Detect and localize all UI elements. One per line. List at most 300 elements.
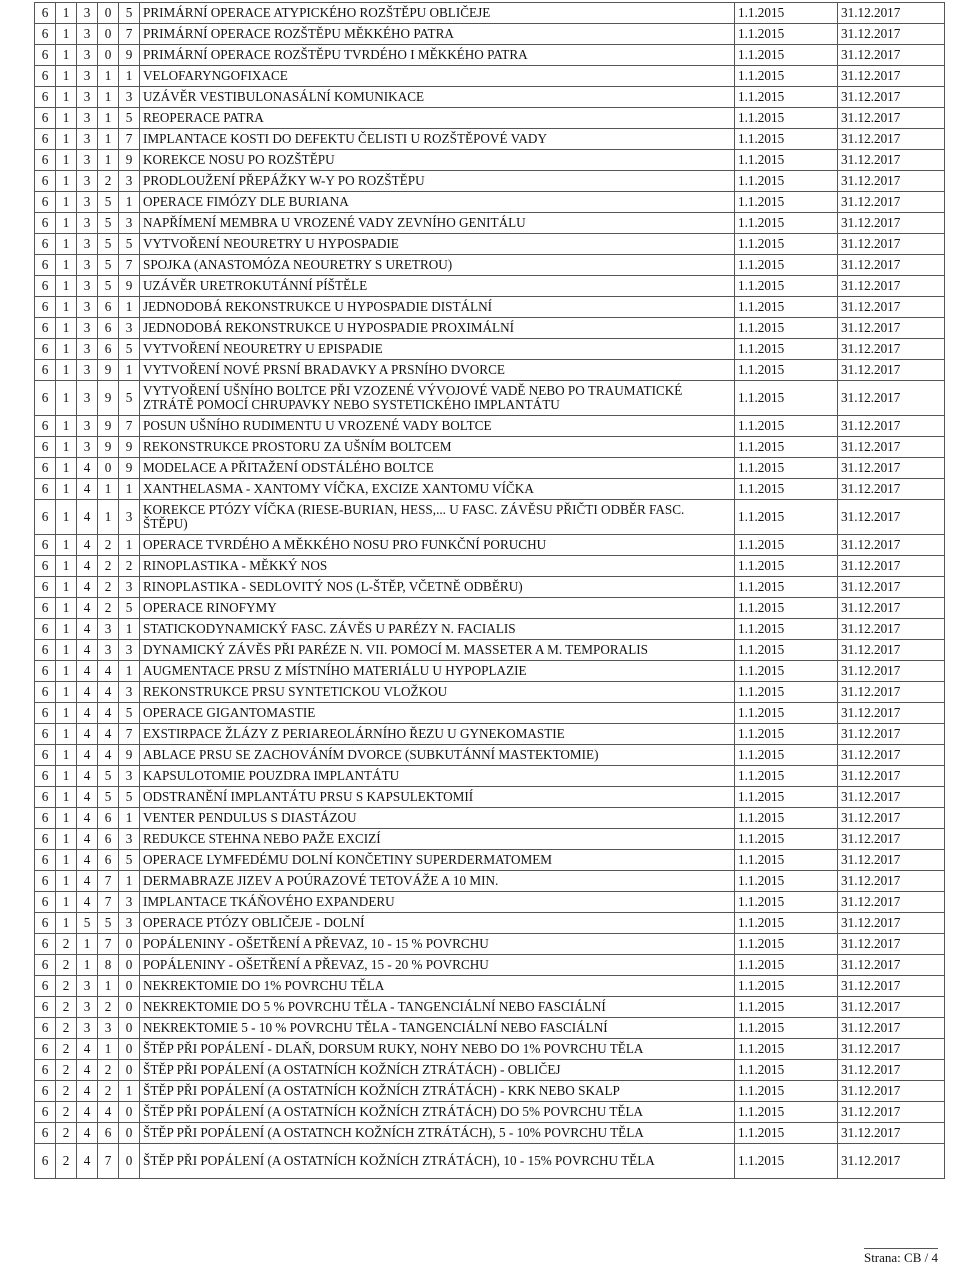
table-row (35, 640, 945, 661)
description-cell: VENTER PENDULUS S DIASTÁZOU (140, 808, 735, 829)
valid-to-cell: 31.12.2017 (838, 108, 945, 129)
description-cell: REOPERACE PATRA (140, 108, 735, 129)
code-digit: 6 (35, 661, 56, 682)
valid-from-cell: 1.1.2015 (735, 934, 838, 955)
code-digit: 4 (77, 829, 98, 850)
code-digit: 4 (98, 703, 119, 724)
code-digit: 4 (98, 661, 119, 682)
code-digit: 4 (77, 556, 98, 577)
code-digit: 6 (35, 535, 56, 556)
code-digit: 6 (98, 339, 119, 360)
code-digit: 2 (56, 1102, 77, 1123)
code-digit: 7 (98, 871, 119, 892)
code-digit: 0 (119, 1123, 140, 1144)
description-cell: ŠTĚP PŘI POPÁLENÍ (A OSTATNÍCH KOŽNÍCH ZTRÁTÁCH) - KRK NEBO SKALP (140, 1081, 735, 1102)
description-cell: OPERACE LYMFEDÉMU DOLNÍ KONČETINY SUPERDERMATOMEM (140, 850, 735, 871)
code-digit: 4 (77, 682, 98, 703)
code-digit: 6 (35, 892, 56, 913)
code-digit: 3 (77, 1018, 98, 1039)
code-digit: 6 (35, 1060, 56, 1081)
code-digit: 1 (119, 192, 140, 213)
valid-from-cell: 1.1.2015 (735, 871, 838, 892)
code-digit: 9 (119, 276, 140, 297)
valid-from-cell: 1.1.2015 (735, 1102, 838, 1123)
code-digit: 0 (119, 1102, 140, 1123)
valid-from-cell: 1.1.2015 (735, 619, 838, 640)
code-digit: 0 (119, 976, 140, 997)
valid-from-cell: 1.1.2015 (735, 458, 838, 479)
code-digit: 3 (119, 829, 140, 850)
code-digit: 6 (35, 766, 56, 787)
code-digit: 1 (119, 360, 140, 381)
description-cell: STATICKODYNAMICKÝ FASC. ZÁVĚS U PARÉZY N. FACIALIS (140, 619, 735, 640)
table-row (35, 416, 945, 437)
code-digit: 6 (35, 318, 56, 339)
valid-to-cell: 31.12.2017 (838, 360, 945, 381)
table-row (35, 66, 945, 87)
valid-from-cell: 1.1.2015 (735, 1060, 838, 1081)
valid-from-cell: 1.1.2015 (735, 892, 838, 913)
code-digit: 1 (56, 192, 77, 213)
code-digit: 6 (35, 416, 56, 437)
description-cell: ŠTĚP PŘI POPÁLENÍ (A OSTATNÍCH KOŽNÍCH ZTRÁTÁCH) - OBLIČEJ (140, 1060, 735, 1081)
code-digit: 6 (35, 1102, 56, 1123)
code-digit: 6 (35, 3, 56, 24)
code-digit: 1 (56, 598, 77, 619)
description-cell: PRODLOUŽENÍ PŘEPÁŽKY W-Y PO ROZŠTĚPU (140, 171, 735, 192)
description-cell: PRIMÁRNÍ OPERACE ROZŠTĚPU MĚKKÉHO PATRA (140, 24, 735, 45)
code-digit: 0 (119, 997, 140, 1018)
description-cell: UZÁVĚR VESTIBULONASÁLNÍ KOMUNIKACE (140, 87, 735, 108)
valid-from-cell: 1.1.2015 (735, 640, 838, 661)
code-digit: 3 (77, 276, 98, 297)
code-digit: 1 (98, 66, 119, 87)
code-digit: 5 (119, 787, 140, 808)
valid-from-cell: 1.1.2015 (735, 87, 838, 108)
description-cell: ŠTĚP PŘI POPÁLENÍ (A OSTATNÍCH KOŽNÍCH ZTRÁTÁCH), 10 - 15% POVRCHU TĚLA (140, 1144, 735, 1179)
valid-to-cell: 31.12.2017 (838, 3, 945, 24)
valid-from-cell: 1.1.2015 (735, 416, 838, 437)
code-digit: 3 (77, 318, 98, 339)
code-digit: 0 (98, 45, 119, 66)
table-row (35, 1102, 945, 1123)
code-digit: 1 (56, 913, 77, 934)
table-row (35, 1039, 945, 1060)
code-digit: 1 (56, 787, 77, 808)
description-cell: JEDNODOBÁ REKONSTRUKCE U HYPOSPADIE DISTÁLNÍ (140, 297, 735, 318)
code-digit: 6 (35, 997, 56, 1018)
code-digit: 2 (56, 934, 77, 955)
description-cell: IMPLANTACE TKÁŇOVÉHO EXPANDERU (140, 892, 735, 913)
description-cell: KAPSULOTOMIE POUZDRA IMPLANTÁTU (140, 766, 735, 787)
code-digit: 6 (35, 808, 56, 829)
code-digit: 1 (56, 213, 77, 234)
code-digit: 6 (35, 556, 56, 577)
code-digit: 4 (77, 871, 98, 892)
code-digit: 3 (98, 640, 119, 661)
code-digit: 3 (119, 766, 140, 787)
code-digit: 4 (77, 766, 98, 787)
code-digit: 6 (35, 1144, 56, 1179)
table-row (35, 479, 945, 500)
valid-to-cell: 31.12.2017 (838, 619, 945, 640)
code-digit: 6 (35, 297, 56, 318)
code-digit: 1 (98, 129, 119, 150)
code-digit: 2 (98, 535, 119, 556)
code-digit: 4 (77, 661, 98, 682)
code-digit: 3 (119, 500, 140, 535)
code-digit: 3 (119, 682, 140, 703)
code-digit: 6 (98, 318, 119, 339)
code-digit: 6 (35, 437, 56, 458)
valid-from-cell: 1.1.2015 (735, 976, 838, 997)
description-cell: KOREKCE PTÓZY VÍČKA (RIESE-BURIAN, HESS,... U FASC. ZÁVĚSU PŘIČTI ODBĚR FASC. ŠTĚPU) (140, 500, 735, 535)
valid-from-cell: 1.1.2015 (735, 808, 838, 829)
valid-to-cell: 31.12.2017 (838, 1102, 945, 1123)
valid-to-cell: 31.12.2017 (838, 1081, 945, 1102)
description-cell: OPERACE PTÓZY OBLIČEJE - DOLNÍ (140, 913, 735, 934)
valid-to-cell: 31.12.2017 (838, 276, 945, 297)
code-digit: 4 (77, 535, 98, 556)
code-digit: 3 (77, 3, 98, 24)
code-digit: 5 (98, 192, 119, 213)
code-digit: 6 (98, 850, 119, 871)
table-row (35, 255, 945, 276)
valid-to-cell: 31.12.2017 (838, 339, 945, 360)
table-row (35, 276, 945, 297)
code-digit: 1 (98, 108, 119, 129)
valid-to-cell: 31.12.2017 (838, 703, 945, 724)
code-digit: 4 (77, 745, 98, 766)
code-digit: 4 (98, 1102, 119, 1123)
code-digit: 7 (98, 1144, 119, 1179)
code-digit: 6 (35, 87, 56, 108)
code-digit: 1 (56, 66, 77, 87)
code-digit: 4 (98, 682, 119, 703)
code-digit: 9 (98, 381, 119, 416)
code-digit: 6 (35, 745, 56, 766)
code-digit: 1 (56, 276, 77, 297)
table-row (35, 934, 945, 955)
code-digit: 6 (35, 577, 56, 598)
valid-to-cell: 31.12.2017 (838, 997, 945, 1018)
valid-from-cell: 1.1.2015 (735, 1081, 838, 1102)
description-cell: NAPŘÍMENÍ MEMBRA U VROZENÉ VADY ZEVNÍHO GENITÁLU (140, 213, 735, 234)
valid-from-cell: 1.1.2015 (735, 703, 838, 724)
code-digit: 4 (77, 479, 98, 500)
table-row (35, 829, 945, 850)
code-digit: 2 (98, 556, 119, 577)
description-cell: POPÁLENINY - OŠETŘENÍ A PŘEVAZ, 15 - 20 % POVRCHU (140, 955, 735, 976)
table-row (35, 129, 945, 150)
code-digit: 6 (35, 479, 56, 500)
code-digit: 1 (56, 108, 77, 129)
valid-to-cell: 31.12.2017 (838, 1123, 945, 1144)
code-digit: 3 (119, 913, 140, 934)
valid-to-cell: 31.12.2017 (838, 129, 945, 150)
code-digit: 4 (77, 1144, 98, 1179)
code-digit: 4 (77, 1081, 98, 1102)
code-digit: 1 (98, 1039, 119, 1060)
code-digit: 6 (35, 976, 56, 997)
valid-from-cell: 1.1.2015 (735, 318, 838, 339)
valid-to-cell: 31.12.2017 (838, 45, 945, 66)
valid-to-cell: 31.12.2017 (838, 458, 945, 479)
code-digit: 1 (119, 535, 140, 556)
description-cell: RINOPLASTIKA - MĚKKÝ NOS (140, 556, 735, 577)
code-digit: 1 (98, 150, 119, 171)
code-digit: 3 (98, 1018, 119, 1039)
procedure-table (34, 2, 945, 1179)
code-digit: 2 (56, 1060, 77, 1081)
code-digit: 0 (119, 1144, 140, 1179)
valid-from-cell: 1.1.2015 (735, 150, 838, 171)
valid-to-cell: 31.12.2017 (838, 297, 945, 318)
description-cell: OPERACE FIMÓZY DLE BURIANA (140, 192, 735, 213)
code-digit: 9 (98, 360, 119, 381)
code-digit: 6 (35, 360, 56, 381)
code-digit: 4 (77, 1123, 98, 1144)
table-row (35, 318, 945, 339)
valid-to-cell: 31.12.2017 (838, 850, 945, 871)
code-digit: 6 (35, 724, 56, 745)
valid-to-cell: 31.12.2017 (838, 318, 945, 339)
code-digit: 9 (119, 458, 140, 479)
valid-from-cell: 1.1.2015 (735, 213, 838, 234)
valid-from-cell: 1.1.2015 (735, 577, 838, 598)
table-row (35, 437, 945, 458)
valid-from-cell: 1.1.2015 (735, 556, 838, 577)
code-digit: 3 (77, 87, 98, 108)
table-row (35, 808, 945, 829)
code-digit: 3 (77, 129, 98, 150)
code-digit: 1 (56, 171, 77, 192)
table-row (35, 913, 945, 934)
code-digit: 1 (56, 892, 77, 913)
table-row (35, 1081, 945, 1102)
table-row (35, 577, 945, 598)
table-row (35, 661, 945, 682)
code-digit: 6 (35, 1039, 56, 1060)
code-digit: 1 (119, 66, 140, 87)
valid-to-cell: 31.12.2017 (838, 955, 945, 976)
code-digit: 0 (98, 3, 119, 24)
code-digit: 6 (35, 458, 56, 479)
code-digit: 2 (98, 598, 119, 619)
description-cell: VELOFARYNGOFIXACE (140, 66, 735, 87)
description-cell: XANTHELASMA - XANTOMY VÍČKA, EXCIZE XANTOMU VÍČKA (140, 479, 735, 500)
code-digit: 8 (98, 955, 119, 976)
code-digit: 5 (119, 234, 140, 255)
description-cell: NEKREKTOMIE 5 - 10 % POVRCHU TĚLA - TANGENCIÁLNÍ NEBO FASCIÁLNÍ (140, 1018, 735, 1039)
valid-from-cell: 1.1.2015 (735, 1018, 838, 1039)
code-digit: 4 (77, 1039, 98, 1060)
code-digit: 6 (35, 640, 56, 661)
valid-to-cell: 31.12.2017 (838, 598, 945, 619)
code-digit: 4 (77, 892, 98, 913)
valid-from-cell: 1.1.2015 (735, 297, 838, 318)
valid-to-cell: 31.12.2017 (838, 1039, 945, 1060)
code-digit: 1 (56, 703, 77, 724)
code-digit: 0 (119, 1039, 140, 1060)
code-digit: 6 (35, 787, 56, 808)
code-digit: 3 (77, 339, 98, 360)
code-digit: 5 (98, 213, 119, 234)
valid-to-cell: 31.12.2017 (838, 682, 945, 703)
code-digit: 3 (119, 318, 140, 339)
table-row (35, 458, 945, 479)
description-cell: ŠTĚP PŘI POPÁLENÍ - DLAŇ, DORSUM RUKY, NOHY NEBO DO 1% POVRCHU TĚLA (140, 1039, 735, 1060)
valid-from-cell: 1.1.2015 (735, 766, 838, 787)
code-digit: 7 (119, 255, 140, 276)
code-digit: 4 (77, 577, 98, 598)
table-row (35, 997, 945, 1018)
table-row (35, 500, 945, 535)
valid-from-cell: 1.1.2015 (735, 724, 838, 745)
code-digit: 0 (98, 24, 119, 45)
table-row (35, 192, 945, 213)
valid-from-cell: 1.1.2015 (735, 1123, 838, 1144)
valid-from-cell: 1.1.2015 (735, 108, 838, 129)
table-row (35, 766, 945, 787)
code-digit: 5 (77, 913, 98, 934)
code-digit: 3 (77, 192, 98, 213)
code-digit: 6 (35, 45, 56, 66)
code-digit: 4 (77, 619, 98, 640)
table-row (35, 108, 945, 129)
code-digit: 3 (77, 171, 98, 192)
valid-from-cell: 1.1.2015 (735, 787, 838, 808)
valid-from-cell: 1.1.2015 (735, 45, 838, 66)
code-digit: 3 (77, 297, 98, 318)
table-row (35, 976, 945, 997)
code-digit: 5 (119, 598, 140, 619)
code-digit: 3 (119, 171, 140, 192)
valid-from-cell: 1.1.2015 (735, 255, 838, 276)
code-digit: 7 (98, 892, 119, 913)
code-digit: 1 (56, 129, 77, 150)
code-digit: 5 (98, 913, 119, 934)
valid-to-cell: 31.12.2017 (838, 661, 945, 682)
description-cell: VYTVOŘENÍ NEOURETRY U EPISPADIE (140, 339, 735, 360)
valid-to-cell: 31.12.2017 (838, 255, 945, 276)
table-row (35, 1060, 945, 1081)
table-row (35, 297, 945, 318)
code-digit: 2 (98, 577, 119, 598)
valid-to-cell: 31.12.2017 (838, 213, 945, 234)
table-row (35, 535, 945, 556)
code-digit: 5 (119, 381, 140, 416)
code-digit: 4 (77, 1102, 98, 1123)
code-digit: 6 (35, 850, 56, 871)
code-digit: 1 (56, 381, 77, 416)
description-cell: VYTVOŘENÍ NEOURETRY U HYPOSPADIE (140, 234, 735, 255)
code-digit: 7 (119, 724, 140, 745)
code-digit: 5 (98, 234, 119, 255)
description-cell: OPERACE GIGANTOMASTIE (140, 703, 735, 724)
code-digit: 3 (119, 892, 140, 913)
valid-to-cell: 31.12.2017 (838, 577, 945, 598)
code-digit: 3 (77, 416, 98, 437)
valid-from-cell: 1.1.2015 (735, 129, 838, 150)
code-digit: 1 (56, 556, 77, 577)
description-cell: IMPLANTACE KOSTI DO DEFEKTU ČELISTI U ROZŠTĚPOVÉ VADY (140, 129, 735, 150)
valid-from-cell: 1.1.2015 (735, 234, 838, 255)
code-digit: 6 (98, 829, 119, 850)
description-cell: AUGMENTACE PRSU Z MÍSTNÍHO MATERIÁLU U HYPOPLAZIE (140, 661, 735, 682)
code-digit: 3 (77, 66, 98, 87)
code-digit: 1 (56, 479, 77, 500)
valid-to-cell: 31.12.2017 (838, 913, 945, 934)
description-cell: UZÁVĚR URETROKUTÁNNÍ PÍŠTĚLE (140, 276, 735, 297)
code-digit: 3 (119, 640, 140, 661)
code-digit: 5 (119, 3, 140, 24)
code-digit: 3 (77, 45, 98, 66)
code-digit: 1 (56, 234, 77, 255)
table-row (35, 381, 945, 416)
code-digit: 6 (98, 1123, 119, 1144)
code-digit: 4 (77, 703, 98, 724)
description-cell: VYTVOŘENÍ UŠNÍHO BOLTCE PŘI VZOZENÉ VÝVOJOVÉ VADĚ NEBO PO TRAUMATICKÉ ZTRÁTĚ POMOCÍ CHRUPAVKY NEBO SYSTETICKÉHO IMPLANTÁTU (140, 381, 735, 416)
code-digit: 1 (56, 829, 77, 850)
code-digit: 3 (77, 437, 98, 458)
table-row (35, 724, 945, 745)
table-row (35, 619, 945, 640)
code-digit: 3 (77, 381, 98, 416)
valid-from-cell: 1.1.2015 (735, 829, 838, 850)
valid-to-cell: 31.12.2017 (838, 192, 945, 213)
code-digit: 1 (119, 297, 140, 318)
code-digit: 2 (56, 1081, 77, 1102)
code-digit: 1 (56, 724, 77, 745)
valid-from-cell: 1.1.2015 (735, 598, 838, 619)
code-digit: 1 (56, 500, 77, 535)
valid-to-cell: 31.12.2017 (838, 1018, 945, 1039)
code-digit: 1 (119, 619, 140, 640)
table-row (35, 24, 945, 45)
description-cell: OPERACE RINOFYMY (140, 598, 735, 619)
code-digit: 3 (77, 255, 98, 276)
code-digit: 2 (56, 997, 77, 1018)
description-cell: OPERACE TVRDÉHO A MĚKKÉHO NOSU PRO FUNKČNÍ PORUCHU (140, 535, 735, 556)
code-digit: 6 (35, 703, 56, 724)
code-digit: 3 (77, 150, 98, 171)
code-digit: 1 (119, 1081, 140, 1102)
code-digit: 1 (56, 360, 77, 381)
description-cell: MODELACE A PŘITAŽENÍ ODSTÁLÉHO BOLTCE (140, 458, 735, 479)
description-cell: JEDNODOBÁ REKONSTRUKCE U HYPOSPADIE PROXIMÁLNÍ (140, 318, 735, 339)
description-cell: RINOPLASTIKA - SEDLOVITÝ NOS (L-ŠTĚP, VČETNĚ ODBĚRU) (140, 577, 735, 598)
code-digit: 5 (119, 108, 140, 129)
valid-to-cell: 31.12.2017 (838, 535, 945, 556)
code-digit: 6 (35, 24, 56, 45)
valid-from-cell: 1.1.2015 (735, 171, 838, 192)
code-digit: 3 (119, 87, 140, 108)
code-digit: 3 (119, 213, 140, 234)
code-digit: 2 (56, 976, 77, 997)
code-digit: 9 (98, 437, 119, 458)
code-digit: 3 (77, 24, 98, 45)
code-digit: 5 (98, 276, 119, 297)
code-digit: 2 (56, 1039, 77, 1060)
code-digit: 7 (98, 934, 119, 955)
code-digit: 4 (77, 598, 98, 619)
code-digit: 0 (119, 1060, 140, 1081)
valid-from-cell: 1.1.2015 (735, 535, 838, 556)
valid-to-cell: 31.12.2017 (838, 1060, 945, 1081)
table-row (35, 598, 945, 619)
description-cell: ŠTĚP PŘI POPÁLENÍ (A OSTATNÍCH KOŽNÍCH ZTRÁTÁCH) DO 5% POVRCHU TĚLA (140, 1102, 735, 1123)
